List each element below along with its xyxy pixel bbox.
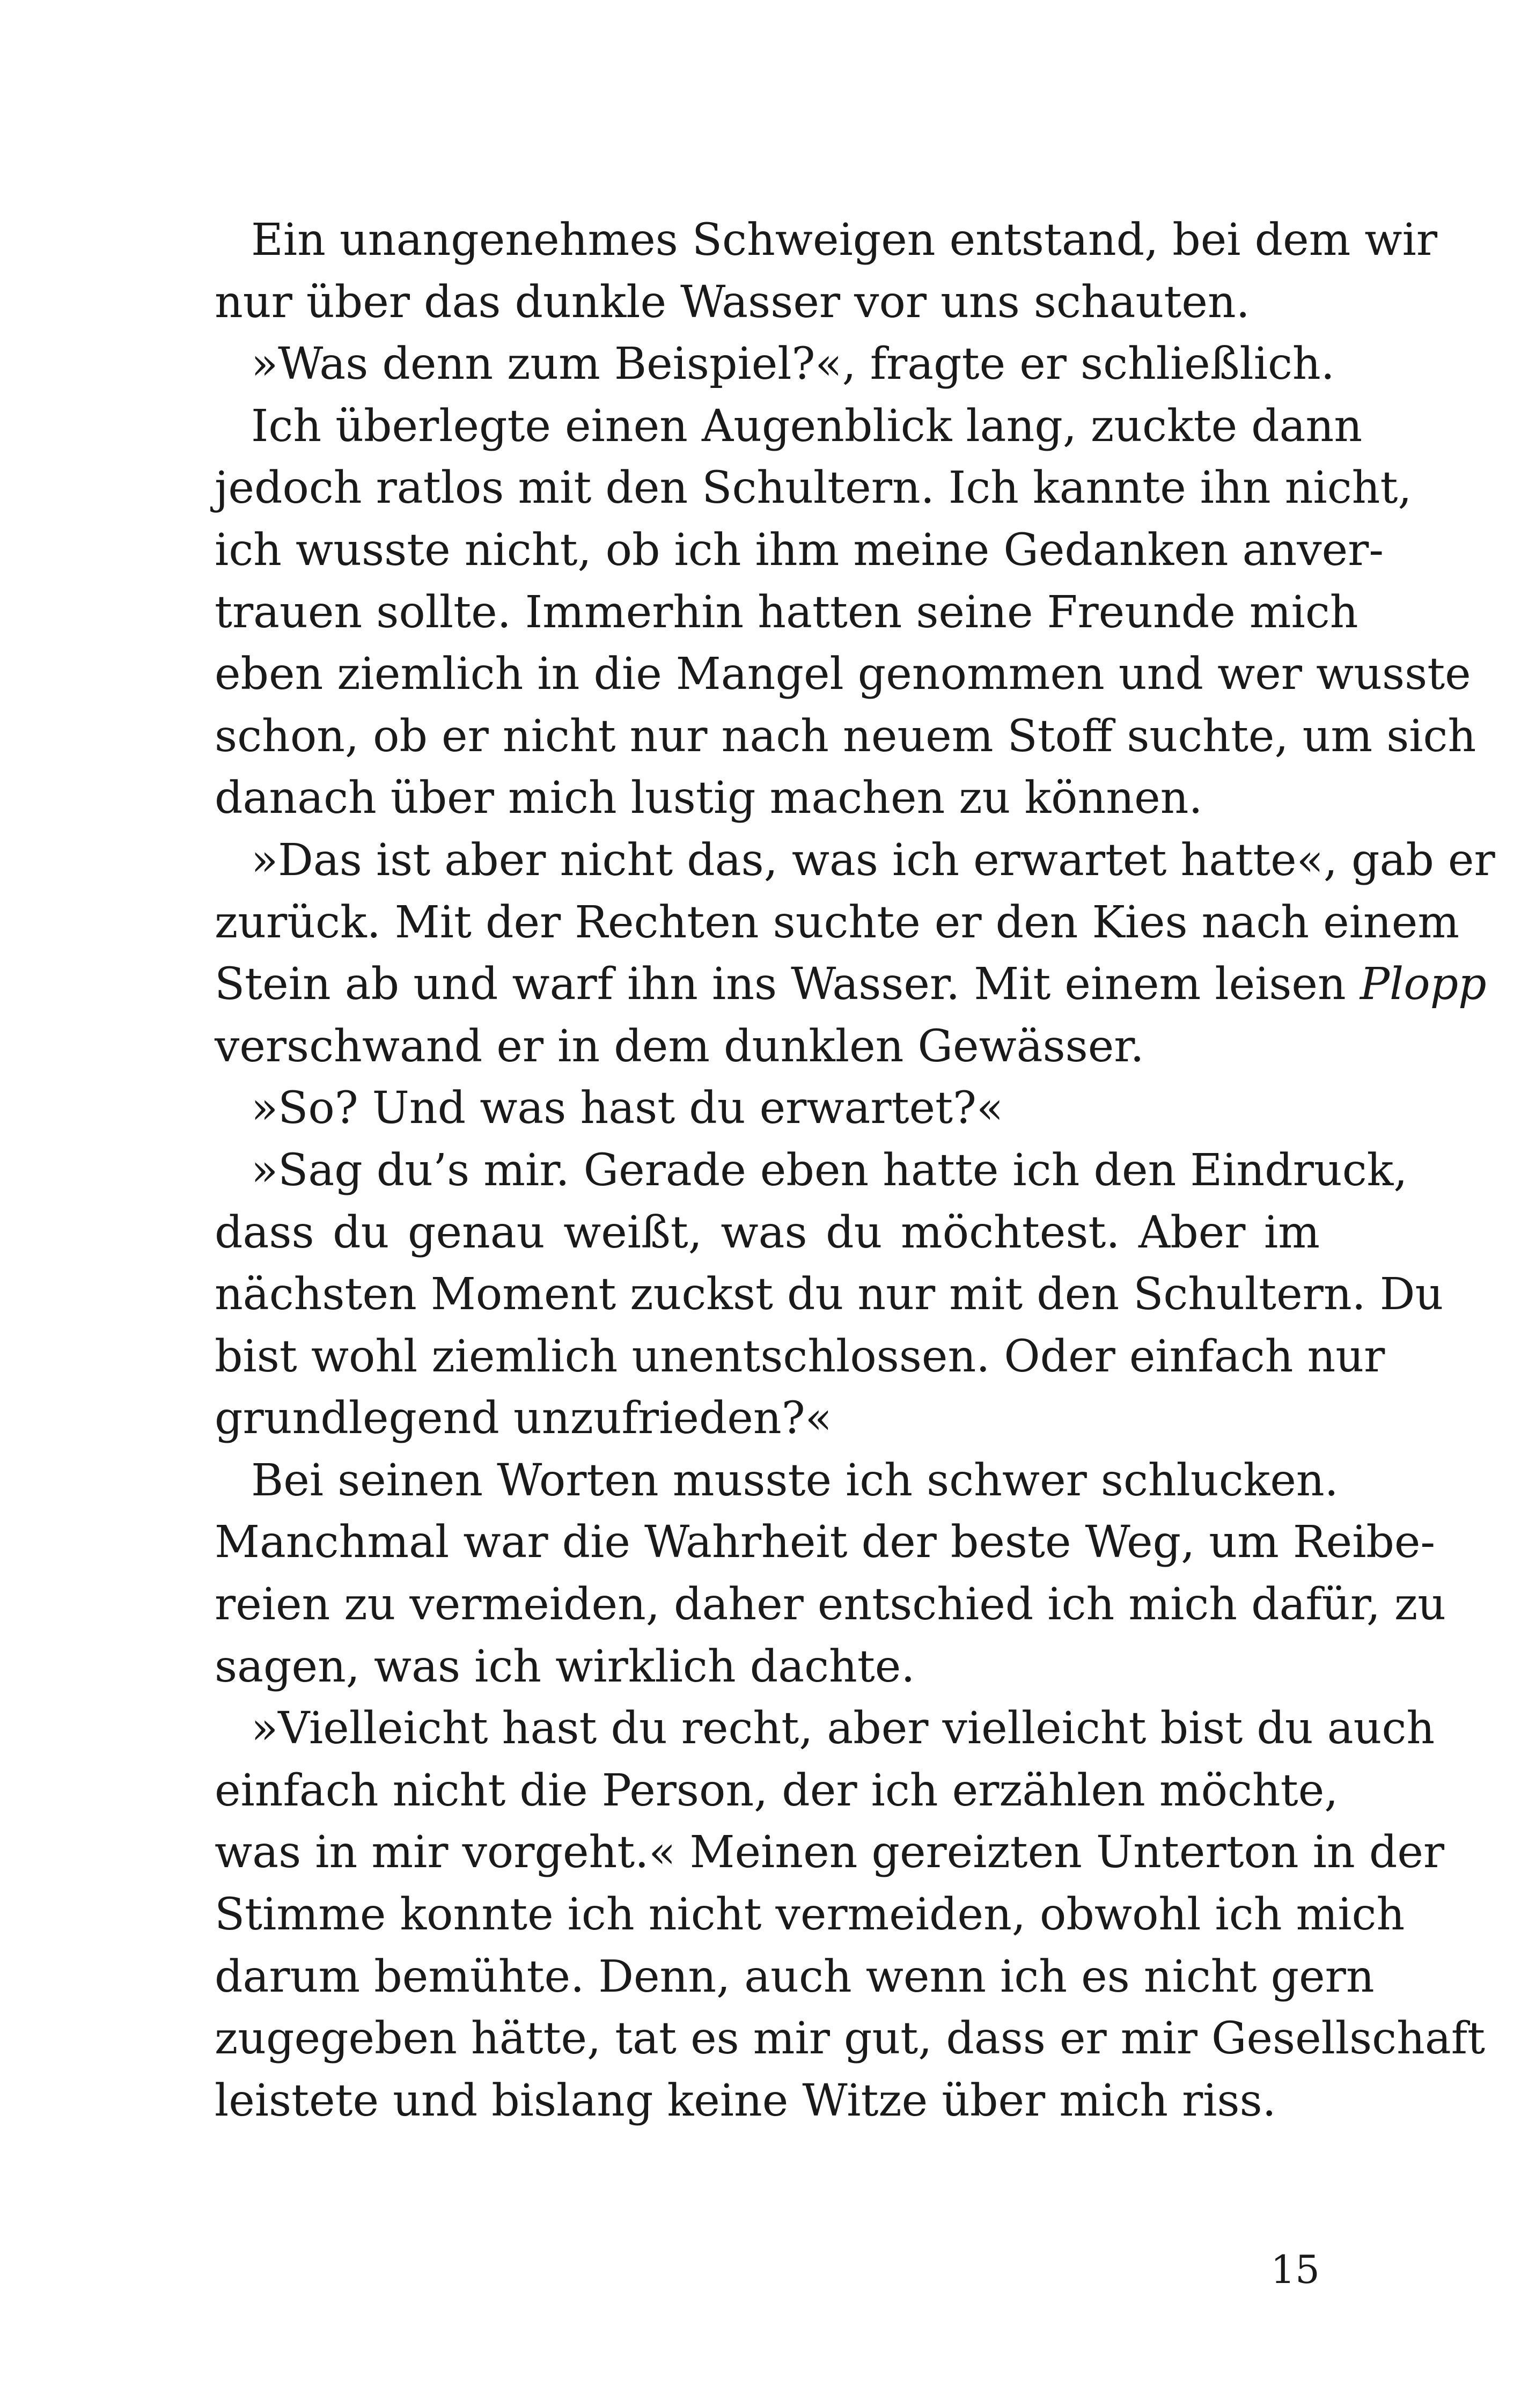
paragraph-2 [215,333,1335,395]
text-line: einfach nicht die Person, der ich erzählen möchte, [215,1765,1339,1816]
text-line: »Sag du’s mir. Gerade eben hatte ich den Eindruck, [251,1144,1408,1196]
text-line: leistete und bislang keine Witze über mich riss. [215,2075,1276,2126]
paragraph-3 [215,395,1476,829]
text-line: Stimme konnte ich nicht vermeiden, obwohl ich mich [215,1889,1405,1941]
paragraph-1 [215,209,1438,333]
text-line: sagen, was ich wirklich dachte. [215,1641,915,1692]
text-line: schon, ob er nicht nur nach neuem Stoff suchte, um sich [215,710,1476,762]
text-line: eben ziemlich in die Mangel genommen und wer wusste [215,649,1471,700]
text-line: Bei seinen Worten musste ich schwer schlucken. [251,1455,1339,1506]
paragraph-8 [215,1698,1486,2132]
text-line: jedoch ratlos mit den Schultern. Ich kannte ihn nicht, [215,462,1412,514]
paragraph-6 [215,1140,1444,1450]
text-line: nur über das dunkle Wasser vor uns schauten. [215,276,1250,328]
text-line: »Das ist aber nicht das, was ich erwartet hatte«, gab er [251,834,1495,886]
text-line: nächsten Moment zuckst du nur mit den Schultern. Du [215,1269,1444,1320]
text-line: »So? Und was hast du erwartet?« [251,1083,1004,1134]
text-line: was in mir vorgeht.« Meinen gereizten Unterton in der [215,1827,1445,1878]
text-line: reien zu vermeiden, daher entschied ich mich dafür, zu [215,1579,1446,1631]
text-line: danach über mich lustig machen zu können. [215,773,1203,824]
text-line: verschwand er in dem dunklen Gewässer. [215,1021,1144,1072]
text-line: Ein unangenehmes Schweigen entstand, bei dem wir [251,215,1438,266]
paragraph-5 [215,1077,1320,1140]
text-line: Manchmal war die Wahrheit der beste Weg, um Reibe- [215,1517,1436,1568]
body-text [215,209,1495,2132]
paragraph-4 [215,829,1495,1077]
text-line-with-italic [215,953,1487,1016]
text-line: dass du genau weißt, was du möchtest. Aber im [215,1207,1320,1258]
text-segment: Stein ab und warf ihn ins Wasser. Mit einem leisen [215,959,1346,1010]
text-line: Ich überlegte einen Augenblick lang, zuckte dann [251,400,1363,452]
page-number: 15 [1270,2247,1320,2292]
text-line: trauen sollte. Immerhin hatten seine Freunde mich [215,586,1358,638]
text-line: zugegeben hätte, tat es mir gut, dass er mir Gesellschaft [215,2013,1486,2065]
text-line: »Was denn zum Beispiel?«, fragte er schließlich. [251,339,1335,390]
text-line: »Vielleicht hast du recht, aber vielleicht bist du auch [251,1703,1435,1754]
text-line: bist wohl ziemlich unentschlossen. Oder einfach nur [215,1331,1385,1382]
italic-word: Plopp [1360,959,1487,1010]
text-line: zurück. Mit der Rechten suchte er den Kies nach einem [215,897,1459,948]
text-line: ich wusste nicht, ob ich ihm meine Gedanken anver- [215,524,1384,576]
paragraph-7 [215,1450,1446,1698]
text-line: grundlegend unzufrieden?« [215,1393,832,1444]
text-line: darum bemühte. Denn, auch wenn ich es nicht gern [215,1951,1375,2002]
